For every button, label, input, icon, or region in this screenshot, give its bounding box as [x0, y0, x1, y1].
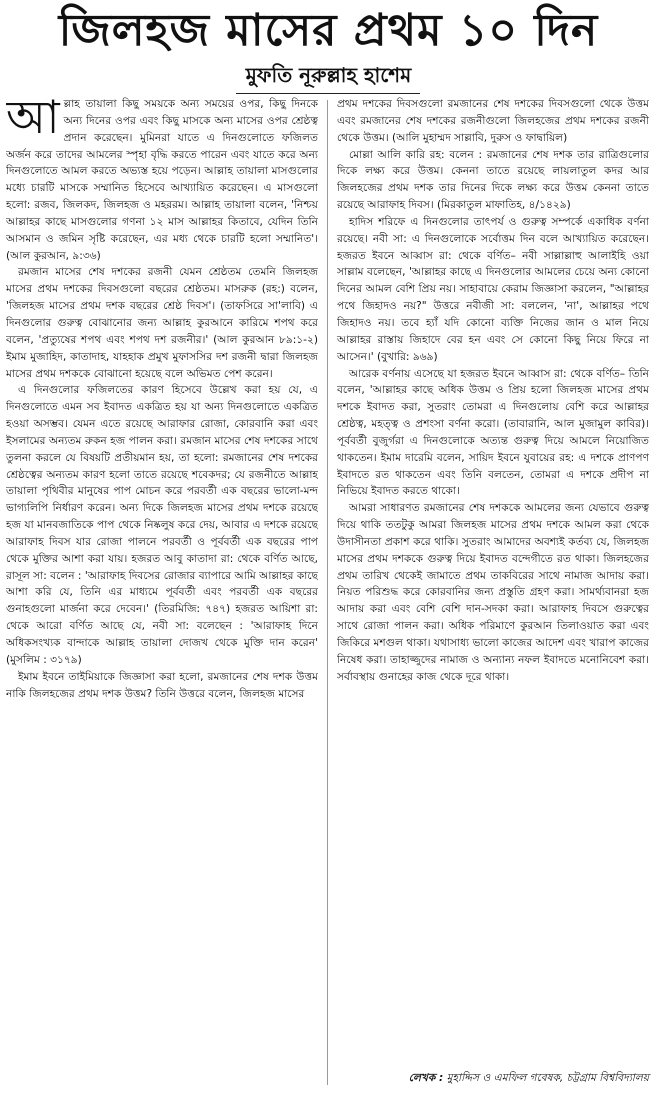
paragraph-1-text: ল্লাহ তায়ালা কিছু সময়কে অন্য সময়ের ওপর, কিছু দিনকে অন্য দিনের ওপর এবং কিছু মাসকে অন্য মাসের ওপর শ্রেষ্ঠত্ব প্রদান করেছেন। মুমিনরা যাতে এ দিনগুলোতে ফজিলত অর্জন করে তাদের আমলের স্পৃহা বৃদ্ধি করতে পারেন এবং যাতে করে অন্য দিনগুলোতে আমল করতে অভ্যস্ত হয়ে পড়েন। আল্লাহ তায়ালা মাসগুলোর মধ্যে চারটি মাসকে সম্মানিত হিসেবে আখ্যায়িত করেছেন। এ মাসগুলো হলো: রজব, জিলকদ, জিলহজ ও মহররম। আল্লাহ তায়ালা বলেন, 'নিশ্চয় আল্লাহর কাছে মাসগুলোর গণনা ১২ মাস আল্লাহর কিতাবে, যেদিন তিনি আসমান ও জমিন সৃষ্টি করেছেন, এর মধ্য থেকে চারটি হলো সম্মানিত'। (আল কুরআন, ৯:৩৬) [6, 98, 318, 262]
paragraph-4: ইমাম ইবনে তাইমিয়াকে জিজ্ঞাসা করা হলো, রমজানের শেষ দশক উত্তম নাকি জিলহজের প্রথম দশক উত্তম? তিনি উত্তরে বলেন, জিলহজ মাসের [6, 670, 318, 700]
footnote-label: লেখক : [408, 1072, 444, 1084]
column-divider [327, 100, 328, 1085]
article-column-right [337, 96, 649, 1088]
author-byline: মুফতি নূরুল্লাহ হাশেম [245, 63, 412, 87]
byline-rule [236, 93, 420, 94]
paragraph-5: প্রথম দশকের দিবসগুলো রমজানের শেষ দশকের দিবসগুলো থেকে উত্তম এবং রমজানের শেষ দশকের রজনীগুলো জিলহজের প্রথম দশকের রজনী থেকে উত্তম। (আলি মুহাম্মদ সাল্লাবি, দুরুস ও ফাদ্বায়িল) [337, 98, 649, 144]
paragraph-1 [6, 96, 318, 264]
author-footnote [337, 1070, 649, 1086]
paragraph-8: আরেক বর্ণনায় এসেছে যা হজরত ইবনে আব্বাস রা: থেকে বর্ণিত– তিনি বলেন, 'আল্লাহর কাছে অধিক উত্তম ও প্রিয় হলো জিলহজ মাসের প্রথম দশকে ইবাদত করা, সুতরাং তোমরা এ দিনগুলোয় বেশি করে আল্লাহর শ্রেষ্ঠত্ব, মহত্ত্ব ও প্রশংসা বর্ণনা করো। (তাবারানি, আল মুজামুল কাবির)। পূর্ববর্তী বুজুর্গরা এ দিনগুলোকে অত্যন্ত গুরুত্ব দিয়ে আমলে নিয়োজিত থাকতেন। ইমাম দারেমি বলেন, সায়িদ ইবনে যুবায়ের রহ: এ দশকে প্রাণপণ ইবাদতে রত থাকতেন এবং তিনি বলতেন, তোমরা এ দশকে প্রদীপ না নিভিয়ে ইবাদত করতে থাকো। [337, 367, 649, 498]
footnote-text: মুহাদ্দিস ও এমফিল গবেষক, চট্টগ্রাম বিশ্ববিদ্যালয় [446, 1072, 649, 1084]
article-column-left [6, 96, 318, 1088]
article-headline: জিলহজ মাসের প্রথম ১০ দিন [58, 5, 599, 56]
paragraph-9: আমরা সাধারণত রমজানের শেষ দশককে আমলের জন্য যেভাবে গুরুত্ব দিয়ে থাকি ততটুকু আমরা জিলহজ মাসের প্রথম দশকে আমল করা থেকে উদাসীনতা প্রকাশ করে থাকি। সুতরাং আমাদের অবশ্যই কর্তব্য যে, জিলহজ মাসের প্রথম দশককে গুরুত্ব দিয়ে ইবাদত বন্দেগীতে রত থাকা। জিলহজের প্রথম তারিখ থেকেই জামাতে প্রথম তাকবিরের সাথে নামাজ আদায় করা। নিয়ত পরিশুদ্ধ করে কোরবানির জন্য প্রস্তুতি গ্রহণ করা। সামর্থ্যবানরা হজ আদায় করা এবং বেশি বেশি দান-সদকা করা। আরাফাহ দিবসে গুরুত্বের সাথে রোজা পালন করা। অধিক পরিমাণে কুরআন তিলাওয়াত করা এবং জিকিরে মশগুল থাকা। যথাসাধ্য ভালো কাজের আদেশ এবং খারাপ কাজের নিষেধ করা। তাহাজ্জুদের নামাজ ও অন্যান্য নফল ইবাদতে মনোনিবেশ করা। সর্বাবস্থায় গুনাহের কাজ থেকে দূরে থাকা। [337, 502, 649, 683]
paragraph-6: মোল্লা আলি কারি রহ: বলেন : রমজানের শেষ দশক তার রাত্রিগুলোর দিকে লক্ষ্য করে উত্তম। কেননা তাতে রয়েছে লায়লাতুল কদর আর জিলহজের প্রথম দশক তার দিনের দিকে লক্ষ্য করে উত্তম কেননা তাতে রয়েছে আরাফাহ দিবস। (মিরকাতুল মাফাতিহ, ৪/১৪২৯) [337, 148, 649, 212]
paragraph-2: রমজান মাসের শেষ দশকের রজনী যেমন শ্রেষ্ঠতম তেমনি জিলহজ মাসের প্রথম দশকের দিবসগুলো বছরের শ্রেষ্ঠতম। মাসরুক (রহ:) বলেন, 'জিলহজ মাসের প্রথম দশক বছরের শ্রেষ্ঠ দিবস'। (তাফসিরে সা'লাবি) এ দিনগুলোর গুরুত্ব বোঝানোর জন্য আল্লাহ কুরআনে কারিমে শপথ করে বলেন, 'প্রত্যুষের শপথ এবং শপথ দশ রজনীর।' (আল কুরআন ৮৯:১-২) ইমাম মুজাহিদ, কাতাদাহ, যাহহাক প্রমুখ মুফাসসির দশ রজনী দ্বারা জিলহজ মাসের প্রথম দশককে বোঝানো হয়েছে বলে অভিমত পেশ করেন। [6, 266, 318, 380]
drop-cap: আ [6, 96, 60, 144]
paragraph-3: এ দিনগুলোর ফজিলতের কারণ হিসেবে উল্লেখ করা হয় যে, এ দিনগুলোতে এমন সব ইবাদত একত্রিত হয় যা অন্য দিনগুলোতে একত্রিত হওয়া অসম্ভব। যেমন এতে রয়েছে আরাফার রোজা, কোরবানি করা এবং ইসলামের অন্যতম রুকন হজ পালন করা। রমজান মাসের শেষ দশকের সাথে তুলনা করলে যে বিষয়টি প্রতীয়মান হয়, তা হলো: রমজানের শেষ দশকের শ্রেষ্ঠত্বের অন্যতম কারণ হলো তাতে রয়েছে শবেকদর; যে রজনীতে আল্লাহ তায়ালা পৃথিবীর মানুষের পাপ মোচন করে পরবর্তী এক বছরের ভালো-মন্দ ভাগ্যলিপি নির্ধারণ করেন। অন্য দিকে জিলহজ মাসের প্রথম দশকে রয়েছে হজ যা মানবজাতিকে পাপ থেকে নিষ্কলুষ করে দেয়, আবার এ দশকে রয়েছে আরাফাহ দিবস যার রোজা পালনে পরবর্তী ও পূর্ববর্তী এক বছরের পাপ থেকে মুক্তির আশা করা যায়। হজরত আবু কাতাদা রা: থেকে বর্ণিত আছে, রাসূল সা: বলেন : 'আরাফাহ দিবসের রোজার ব্যাপারে আমি আল্লাহর কাছে আশা করি যে, তিনি এর মাধ্যমে পূর্ববর্তী এবং পরবর্তী এক বছরের গুনাহগুলো মার্জনা করে দেবেন।' (তিরমিজি: ৭৪৭) হজরত আয়িশা রা: থেকে আরো বর্ণিত আছে যে, নবী সা: বলেছেন : 'আরাফাহ দিনে অধিকসংখ্যক বান্দাকে আল্লাহ তায়ালা দোজখ থেকে মুক্তি দান করেন' (মুসলিম : ৩১৭৯) [6, 384, 318, 666]
paragraph-7: হাদিস শরিফে এ দিনগুলোর তাৎপর্য ও গুরুত্ব সম্পর্কে একাধিক বর্ণনা রয়েছে। নবী সা: এ দিনগুলোকে সর্বোত্তম দিন বলে আখ্যায়িত করেছেন। হজরত ইবনে আব্বাস রা: থেকে বর্ণিত– নবী সাল্লাল্লাহু আলাইহি ওয়া সাল্লাম বলেছেন, 'আল্লাহর কাছে এ দিনগুলোর আমলের চেয়ে অন্য কোনো দিনের আমল বেশি প্রিয় নয়। সাহাবায়ে কেরাম জিজ্ঞাসা করলেন, "আল্লাহর পথে জিহাদও নয়?" উত্তরে নবীজী সা: বললেন, 'না', আল্লাহর পথে জিহাদও নয়। তবে হ্যাঁ যদি কোনো ব্যক্তি নিজের জান ও মাল নিয়ে আল্লাহর রাস্তায় জিহাদে বের হন এবং সে কোনো কিছু নিয়ে ফিরে না আসেন।' (বুখারি: ৯৬৯) [337, 215, 649, 363]
